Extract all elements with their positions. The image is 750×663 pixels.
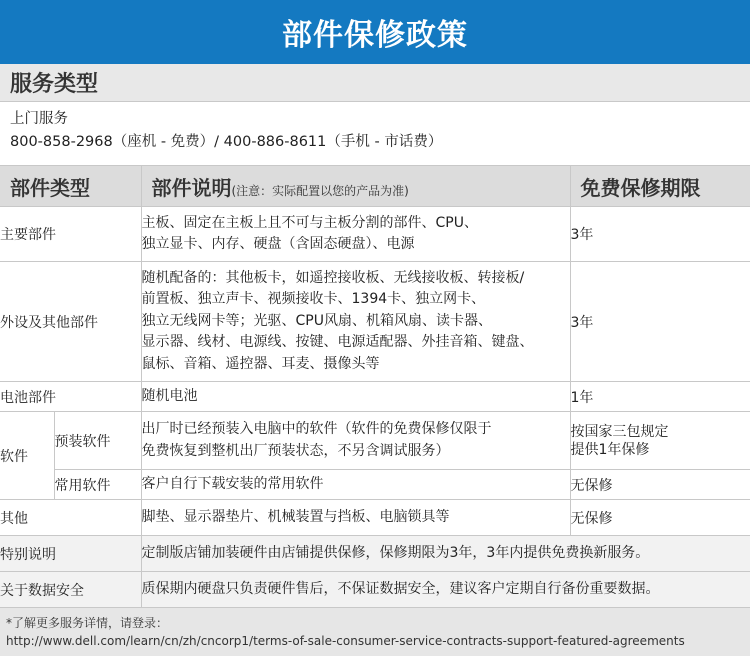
category-main: 主要部件 (0, 207, 141, 262)
service-phones: 800-858-2968（座机 - 免费）/ 400-886-8611（手机 - 市话费） (10, 134, 443, 150)
category-software: 软件 (0, 412, 54, 500)
table-row-special (0, 536, 750, 572)
description-line: 独立显卡、内存、硬盘（含固态硬盘）、电源 (141, 236, 415, 252)
warranty-table (0, 165, 750, 608)
description-line: 主板、固定在主板上且不可与主板分割的部件、CPU、 (141, 214, 478, 231)
subcategory-common: 常用软件 (54, 470, 141, 500)
subcategory-preinstalled: 预装软件 (54, 412, 141, 470)
period-peripheral: 3年 (570, 262, 750, 382)
category-battery: 电池部件 (0, 382, 141, 412)
description-other: 脚垫、显示器垫片、机械装置与挡板、电脑锁具等 (141, 500, 570, 536)
table-row-security (0, 572, 750, 608)
description-common: 客户自行下载安装的常用软件 (141, 470, 570, 500)
title-banner (0, 0, 750, 64)
table-row-software-common (0, 470, 750, 500)
description-security: 质保期内硬盘只负责硬件售后，不保证数据安全，建议客户定期自行备份重要数据。 (141, 572, 750, 608)
category-security: 关于数据安全 (0, 572, 141, 608)
period-line: 提供1年保修 (570, 441, 650, 458)
header-description (141, 166, 570, 207)
description-peripheral (141, 262, 570, 382)
description-line: 鼠标、音箱、遥控器、耳麦、摄像头等 (141, 355, 380, 372)
table-row-battery (0, 382, 750, 412)
table-row-main (0, 207, 750, 262)
description-line: 出厂时已经预装入电脑中的软件（软件的免费保修仅限于 (141, 421, 492, 437)
category-special: 特别说明 (0, 536, 141, 572)
category-peripheral: 外设及其他部件 (0, 262, 141, 382)
table-row-peripheral (0, 262, 750, 382)
description-line: 显示器、线材、电源线、按键、电源适配器、外挂音箱、键盘、 (141, 334, 534, 351)
description-preinstalled (141, 412, 570, 470)
period-main: 3年 (570, 207, 750, 262)
table-row-software-preinstalled (0, 412, 750, 470)
period-other: 无保修 (570, 500, 750, 536)
footer-note: *了解更多服务详情，请登录： (6, 616, 169, 630)
header-description-note: (注意：实际配置以您的产品为准) (231, 183, 409, 198)
header-warranty-period: 免费保修期限 (570, 166, 750, 207)
page-title: 部件保修政策 (282, 18, 468, 53)
description-line: 独立无线网卡等；光驱、CPU风扇、机箱风扇、读卡器、 (141, 312, 492, 329)
table-row-other (0, 500, 750, 536)
description-special: 定制版店铺加装硬件由店铺提供保修，保修期限为3年，3年内提供免费换新服务。 (141, 536, 750, 572)
header-category: 部件类型 (0, 166, 141, 207)
period-battery: 1年 (570, 382, 750, 412)
description-main (141, 207, 570, 262)
description-line: 免费恢复到整机出厂预装状态，不另含调试服务） (141, 442, 450, 459)
table-header-row (0, 166, 750, 207)
period-line: 按国家三包规定 (570, 423, 669, 440)
description-battery: 随机电池 (141, 382, 570, 412)
period-preinstalled (570, 412, 750, 470)
header-description-label: 部件说明 (151, 175, 232, 200)
service-type-heading: 服务类型 (0, 64, 750, 102)
description-line: 前置板、独立声卡、视频接收卡、1394卡、独立网卡、 (141, 291, 486, 308)
description-line: 随机配备的：其他板卡，如遥控接收板、无线接收板、转接板/ (141, 269, 525, 286)
category-other: 其他 (0, 500, 141, 536)
period-common: 无保修 (570, 470, 750, 500)
footer-url: http://www.dell.com/learn/cn/zh/cncorp1/terms-of-sale-consumer-service-contracts-support-featured-agreements (6, 634, 685, 648)
footer (0, 608, 750, 656)
service-type-section (0, 102, 750, 165)
service-type-value: 上门服务 (10, 111, 68, 127)
